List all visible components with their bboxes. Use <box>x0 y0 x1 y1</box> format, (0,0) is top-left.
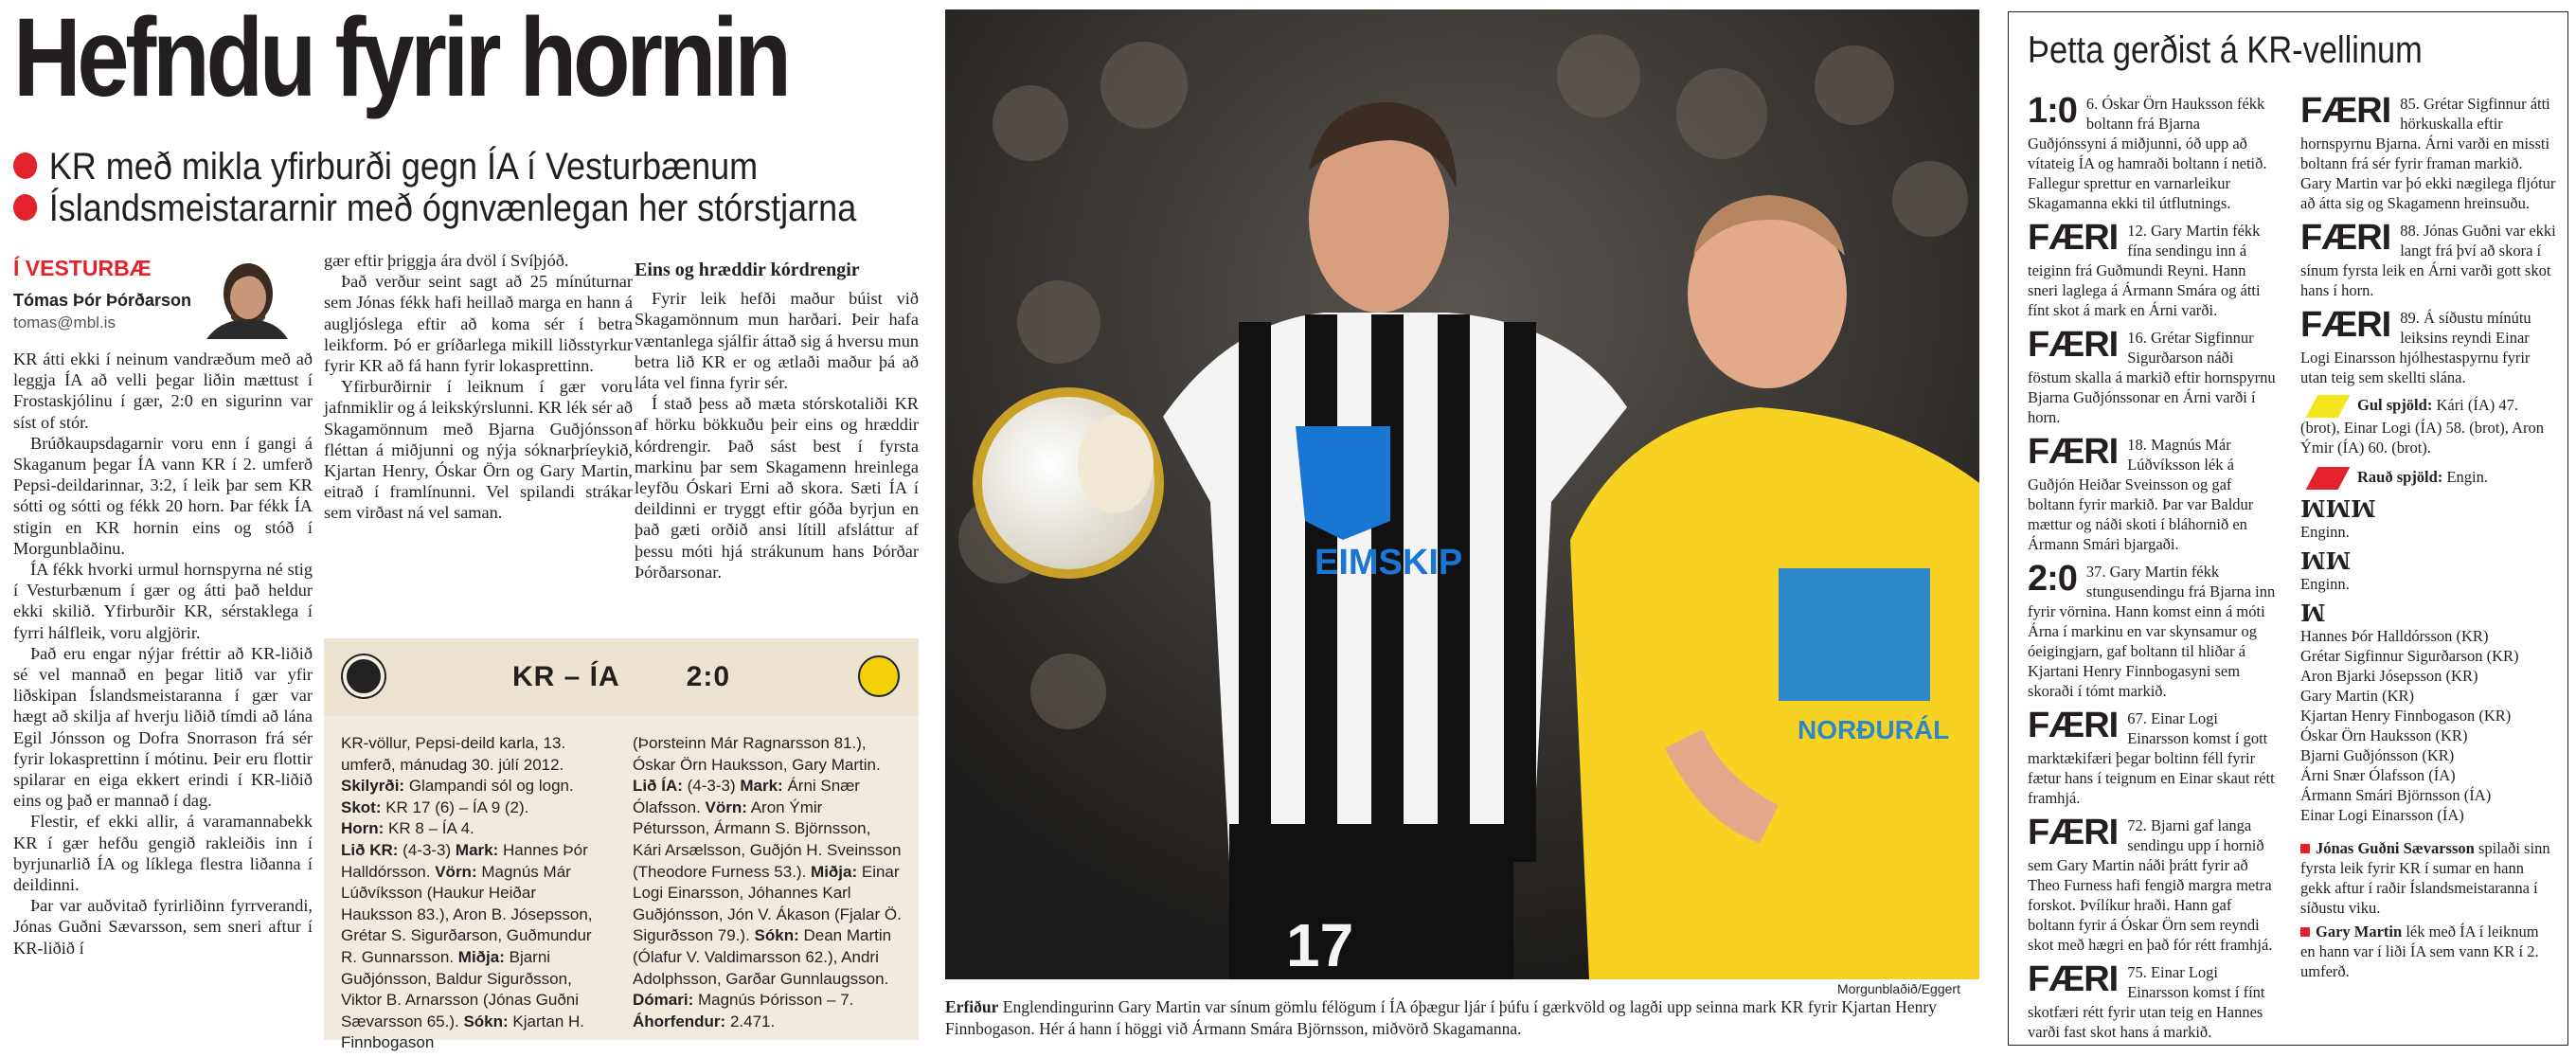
detail-label: Sókn: <box>754 926 799 945</box>
paragraph: Flestir, ef ekki allir, á varamannabekk KR í gær hefðu gengið rakleiðis inn í byrjunarlið ÍA og líklega flestra liðanna í deildinni. <box>13 812 313 895</box>
detail-label: Sókn: <box>463 1012 509 1030</box>
rating-one-m: ꟽ <box>2300 600 2326 628</box>
paragraph: Það verður seint sagt að 25 mínúturnar sem Jónas fékk hafi heillað marga en hann á augljóslega eftir að koma sér í betra leikform. Þó er gríðarlega mikill liðsstyrkur fyrir KR að fá hann fyrir lokasprettinn. <box>324 272 633 376</box>
timeline-event <box>2300 94 2556 213</box>
event-text: 67. Einar Logi Einarsson komst í gott marktækifæri þegar boltinn féll fyrir fætur hans í teignum en Einar skaut rétt framhjá. <box>2028 709 2275 807</box>
event-tag: FÆRI <box>2028 815 2119 852</box>
event-tag: FÆRI <box>2028 435 2119 472</box>
photo-credit: Morgunblaðið/Eggert <box>1837 981 1960 996</box>
detail-text: Árni Snær Ólafsson. <box>633 777 860 816</box>
timeline-event <box>2028 94 2280 213</box>
note-2: Gary Martin lék með ÍA í leiknum en hann var í liði ÍA sem vann KR í 2. umferð. <box>2300 923 2539 981</box>
detail-text: (Þorsteinn Már Ragnarsson 81.), Óskar Örn Hauksson, Gary Martin. <box>633 734 881 774</box>
event-text: 85. Grétar Sigfinnur átti hörkuskalla eftir hornspyrnu Bjarna. Árni varði en missti boltann frá sér fyrir framan markið. Gary Martin var þó ekki nægilega fljótur að átta sig og Skagamenn hreinsuðu. <box>2300 95 2556 212</box>
rating-three-m-text: Enginn. <box>2300 523 2350 542</box>
timeline-event <box>2028 562 2280 701</box>
detail-text: Kjartan H. Finnbogason <box>341 1012 584 1052</box>
author-avatar <box>193 252 294 339</box>
detail-text: KR 17 (6) – ÍA 9 (2). <box>381 797 529 816</box>
subhead-1: KR með mikla yfirburði gegn ÍA í Vesturbænum <box>13 146 758 188</box>
event-tag: FÆRI <box>2300 94 2391 131</box>
event-text: 72. Bjarni gaf langa sendingu upp í hornið sem Gary Martin náði þrátt fyrir að Theo Furness hafi fengið margra metra forskot. Þvílíkur hraði. Hann gaf boltann fyrir á Óskar Örn sem reyndi skot með hægri en það fór rétt framhjá. <box>2028 816 2273 954</box>
paragraph: Yfirburðirnir í leiknum í gær voru jafnmiklir og á leikskýrslunni. KR lék sér að Skagamönnum með Bjarna Guðjónsson fléttan á miðjunni og nýja sóknarþríeykið, Kjartan Henry, Óskar Örn og Gary Martin, eitrað í framlínunni. Vel spilandi strákar sem virðast ná vel saman. <box>324 377 633 523</box>
detail-label: Áhorfendur: <box>633 1012 726 1030</box>
match-photo <box>945 9 1979 979</box>
detail-label: Vörn: <box>705 797 747 816</box>
detail-label: Skilyrði: <box>341 777 405 796</box>
detail-label: Vörn: <box>435 862 477 881</box>
detail-label: Lið KR: <box>341 840 399 859</box>
event-text: 75. Einar Logi Einarsson komst í fínt skotfæri rétt fyrir utan teig en Hannes varði fast skot hans á markið. <box>2028 963 2265 1041</box>
detail-text: 2.471. <box>725 1012 776 1030</box>
detail-text: (4-3-3) <box>398 840 456 859</box>
event-tag: FÆRI <box>2300 308 2391 345</box>
event-tag: FÆRI <box>2028 221 2119 258</box>
detail-label: Mark: <box>740 777 783 796</box>
event-text: 6. Óskar Örn Hauksson fékk boltann frá Bjarna Guðjónssyni á miðjunni, óð upp að vítateig ÍA og hamraði boltann í netið. Fallegur sprettur en varnarleikur Skagamanna ekki til útflutnings. <box>2028 95 2267 212</box>
ia-crest-icon <box>858 655 900 697</box>
rating-two-m: ꟽꟽ <box>2300 547 2352 576</box>
article-column-2 <box>324 250 633 524</box>
timeline-event <box>2028 328 2280 427</box>
match-details-col-2 <box>633 733 903 1032</box>
match-title: KR – ÍA <box>511 661 620 692</box>
paragraph: KR átti ekki í neinum vandræðum með að leggja ÍA að velli þegar liðin mættust í Frostaskjólinu í gær, 2:0 en sigurinn var síst of stór. <box>13 349 313 432</box>
detail-text: KR 8 – ÍA 4. <box>384 819 474 838</box>
event-tag: FÆRI <box>2028 708 2119 745</box>
timeline-event <box>2300 221 2556 300</box>
bullet-dot-icon <box>13 194 37 221</box>
paragraph: gær eftir þriggja ára dvöl í Svíþjóð. <box>324 251 569 270</box>
event-tag: FÆRI <box>2300 221 2391 258</box>
event-tag: 1:0 <box>2028 94 2077 131</box>
yellow-card-icon <box>2306 395 2351 418</box>
timeline-event <box>2028 815 2280 955</box>
yellow-cards: Gul spjöld: Kári (ÍA) 47. (brot), Einar Logi (ÍA) 58. (brot), Aron Ýmir (ÍA) 60. (brot). <box>2300 396 2545 457</box>
match-details-col-1 <box>341 733 612 1054</box>
timeline-event <box>2028 435 2280 554</box>
byline-name: Tómas Þór Þórðarson <box>13 291 192 310</box>
detail-text: Hannes Þór Halldórsson. <box>341 840 588 881</box>
paragraph: ÍA fékk hvorki urmul hornspyrna né stig í Vesturbænum í gær og átti það heldur ekki skilið. Yfirburðir KR, sérstaklega í fyrri hálfleik, voru algjörir. <box>13 560 313 642</box>
detail-text: Aron Ýmir Pétursson, Ármann S. Björnsson, Kári Arsælsson, Guðjón H. Sveinsson (Theodore Furness 53.). <box>633 797 902 881</box>
paragraph: Brúðkaupsdagarnir voru enn í gangi á Skaganum þegar ÍA vann KR í 2. umferð Pepsi-deildarinnar, 3:2, í leik þar sem KR sótti og sótti og fékk 20 horn. Þar fékk ÍA stigin en KR hornin eins og stóð í Morgunblaðinu. <box>13 433 313 558</box>
detail-label: Mark: <box>455 840 499 859</box>
match-score: 2:0 <box>686 661 731 692</box>
kr-shirt-sponsor: EIMSKIP <box>1315 543 1463 582</box>
detail-label: Miðja: <box>457 947 505 966</box>
bullet-dot-icon <box>13 152 37 179</box>
section-heading: Eins og hræddir kórdrengir <box>635 260 860 280</box>
timeline-event <box>2028 708 2280 808</box>
article-column-1 <box>13 349 313 958</box>
article-column-3 <box>635 250 919 582</box>
subhead-2: Íslandsmeistararnir með ógnvænlegan her stórstjarna <box>13 188 856 229</box>
paragraph: Þar var auðvitað fyrirliðinn fyrrverandi, Jónas Guðni Sævarsson, sem sneri aftur í KR-liðið í <box>13 896 313 958</box>
event-tag: 2:0 <box>2028 562 2077 599</box>
event-text: 89. Á síðustu mínútu leiksins reyndi Einar Logi Einarsson hjólhestaspyrnu fyrir utan teig sem skellti slána. <box>2300 309 2531 386</box>
ia-shirt-sponsor: NORÐURÁL <box>1798 715 1950 744</box>
photo-caption: Erfiður Englendingurinn Gary Martin var sínum gömlu félögum í ÍA óþægur ljár í þúfu í gærkvöld og lagði upp seinna mark KR fyrir Kjartan Henry Finnbogason. Hér á hann í höggi við Ármann Smára Björnsson, miðvörð Skagamanna. <box>945 997 1937 1038</box>
timeline-col-1 <box>2028 94 2280 1046</box>
red-square-icon <box>2300 844 2310 853</box>
event-text: 37. Gary Martin fékk stungusendingu frá Bjarna inn fyrir vörnina. Hann komst einn á móti Árna í markinu en var skynsamur og óeigingjarn, gaf boltann til hliðar á Kjartani Henry Finnbogasyni sem skoraði í tómt markið. <box>2028 563 2276 700</box>
paragraph: Það eru engar nýjar fréttir að KR-liðið sé vel mannað en þegar litið var yfir liðskipan Íslandsmeistaranna í gær var hægt að skilja af hverju liðið tímdi að lána Egil Jónsson og Dofra Snorrason frá sér fyrir lokasprettinn í mótinu. Þeir eru flottir spilarar en eiga ekkert erindi í KR-liðið eins og það er mannað í dag. <box>13 643 313 811</box>
detail-text: Magnús Þórisson – 7. <box>693 991 854 1010</box>
rating-three-m: ꟽꟽꟽ <box>2300 495 2376 524</box>
rating-two-m-text: Enginn. <box>2300 575 2350 594</box>
detail-text: (4-3-3) <box>682 777 741 796</box>
kr-crest-icon <box>343 655 385 697</box>
detail-text: KR-völlur, Pepsi-deild karla, 13. umferð, mánudag 30. júlí 2012. <box>341 734 566 774</box>
event-tag: FÆRI <box>2028 328 2119 365</box>
detail-label: Horn: <box>341 819 385 838</box>
timeline-event <box>2300 308 2556 387</box>
match-header <box>324 638 919 716</box>
event-tag: FÆRI <box>2028 962 2119 999</box>
paragraph: Í stað þess að mæta stórskotaliði KR af hörku bökkuðu þeir eins og hræddir kórdrengir. Það sást best í fyrsta markinu þar sem Skagamenn hreinlega leyfðu Óskari Erni að skora. Sæti ÍA í deildinni er tryggt eftir góða byrjun en það gæti orðið ansi lítill afsláttur af þessu móti hjá strákunum hans Þórðar Þórðarsonar. <box>635 394 919 582</box>
match-timeline-sidebar <box>2008 11 2568 1046</box>
event-text: 12. Gary Martin fékk fína sendingu inn á teiginn frá Guðmundi Reyni. Hann sneri laglega á Ármann Smára og átti fínt skot á mark en Árni varði. <box>2028 222 2261 319</box>
match-facts-box <box>324 638 919 1052</box>
red-cards: Rauð spjöld: Engin. <box>2300 467 2556 490</box>
detail-text: Einar Logi Einarsson, Jóhannes Karl Guðjónsson, Jón V. Ákason (Fjalar Ö. Sigurðsson 79.). <box>633 862 902 945</box>
note-1: Jónas Guðni Sævarsson spilaði sinn fyrsta leik fyrir KR í sumar en hann gekk aftur í raðir Íslandsmeistaranna í síðustu viku. <box>2300 839 2550 918</box>
timeline-event <box>2028 221 2280 320</box>
detail-label: Miðja: <box>811 862 858 881</box>
detail-label: Lið ÍA: <box>633 777 683 796</box>
paragraph: Fyrir leik hefði maður búist við Skagamönnum mun harðari. Þeir hafa væntanlega sjálfir áttað sig á hversu mun betra lið KR er og ætlaði maður þá að láta vel finna fyrir sér. <box>635 289 919 393</box>
event-text: 18. Magnús Már Lúðvíksson lék á Guðjón Heiðar Sveinsson og gaf boltann fyrir markið. Þar var Baldur mættur og náði skoti í bláhornið en Ármann Smári bjargaði. <box>2028 436 2254 553</box>
shirt-number: 17 <box>1286 911 1354 979</box>
red-square-icon <box>2300 927 2310 937</box>
kicker: Í VESTURBÆ <box>13 256 152 280</box>
detail-text: Bjarni Guðjónsson, Baldur Sigurðsson, Viktor B. Arnarsson (Jónas Guðni Sævarsson 65.). <box>341 947 580 1030</box>
detail-label: Skot: <box>341 797 382 816</box>
sidebar-title: Þetta gerðist á KR-vellinum <box>2028 29 2423 71</box>
detail-text: Magnús Már Lúðvíksson (Haukur Heiðar Hauksson 83.), Aron B. Jósepsson, Grétar S. Sigurðarson, Guðmundur R. Gunnarsson. <box>341 862 593 966</box>
headline: Hefndu fyrir hornin <box>13 0 788 120</box>
detail-label: Dómari: <box>633 991 694 1010</box>
timeline-event <box>2028 962 2280 1042</box>
red-card-icon <box>2306 467 2351 490</box>
detail-text: Glampandi sól og logn. <box>404 777 574 796</box>
event-text: 88. Jónas Guðni var ekki langt frá því að skora í sínum fyrsta leik en Árni varði gott skot hans í horn. <box>2300 222 2556 299</box>
byline-email[interactable]: tomas@mbl.is <box>13 314 116 331</box>
detail-text: Dean Martin (Ólafur V. Valdimarsson 62.), Andri Adolphsson, Garðar Gunnlaugsson. <box>633 926 892 988</box>
event-text: 16. Grétar Sigfinnur Sigurðarson náði föstum skalla á markið eftir hornspyrnu Bjarna Guðjónssonar en Árni varði í horn. <box>2028 329 2276 426</box>
timeline-col-2 <box>2300 94 2556 981</box>
rating-one-m-players: Hannes Þór Halldórsson (KR) Grétar Sigfinnur Sigurðarson (KR) Aron Bjarki Jósepsson (KR) Gary Martin (KR) Kjartan Henry Finnbogason (KR) Óskar Örn Hauksson (KR) Bjarni Guðjónsson (KR) Árni Snær Ólafsson (ÍA) Ármann Smári Björnsson (ÍA) Einar Logi Einarsson (ÍA) <box>2300 627 2519 825</box>
